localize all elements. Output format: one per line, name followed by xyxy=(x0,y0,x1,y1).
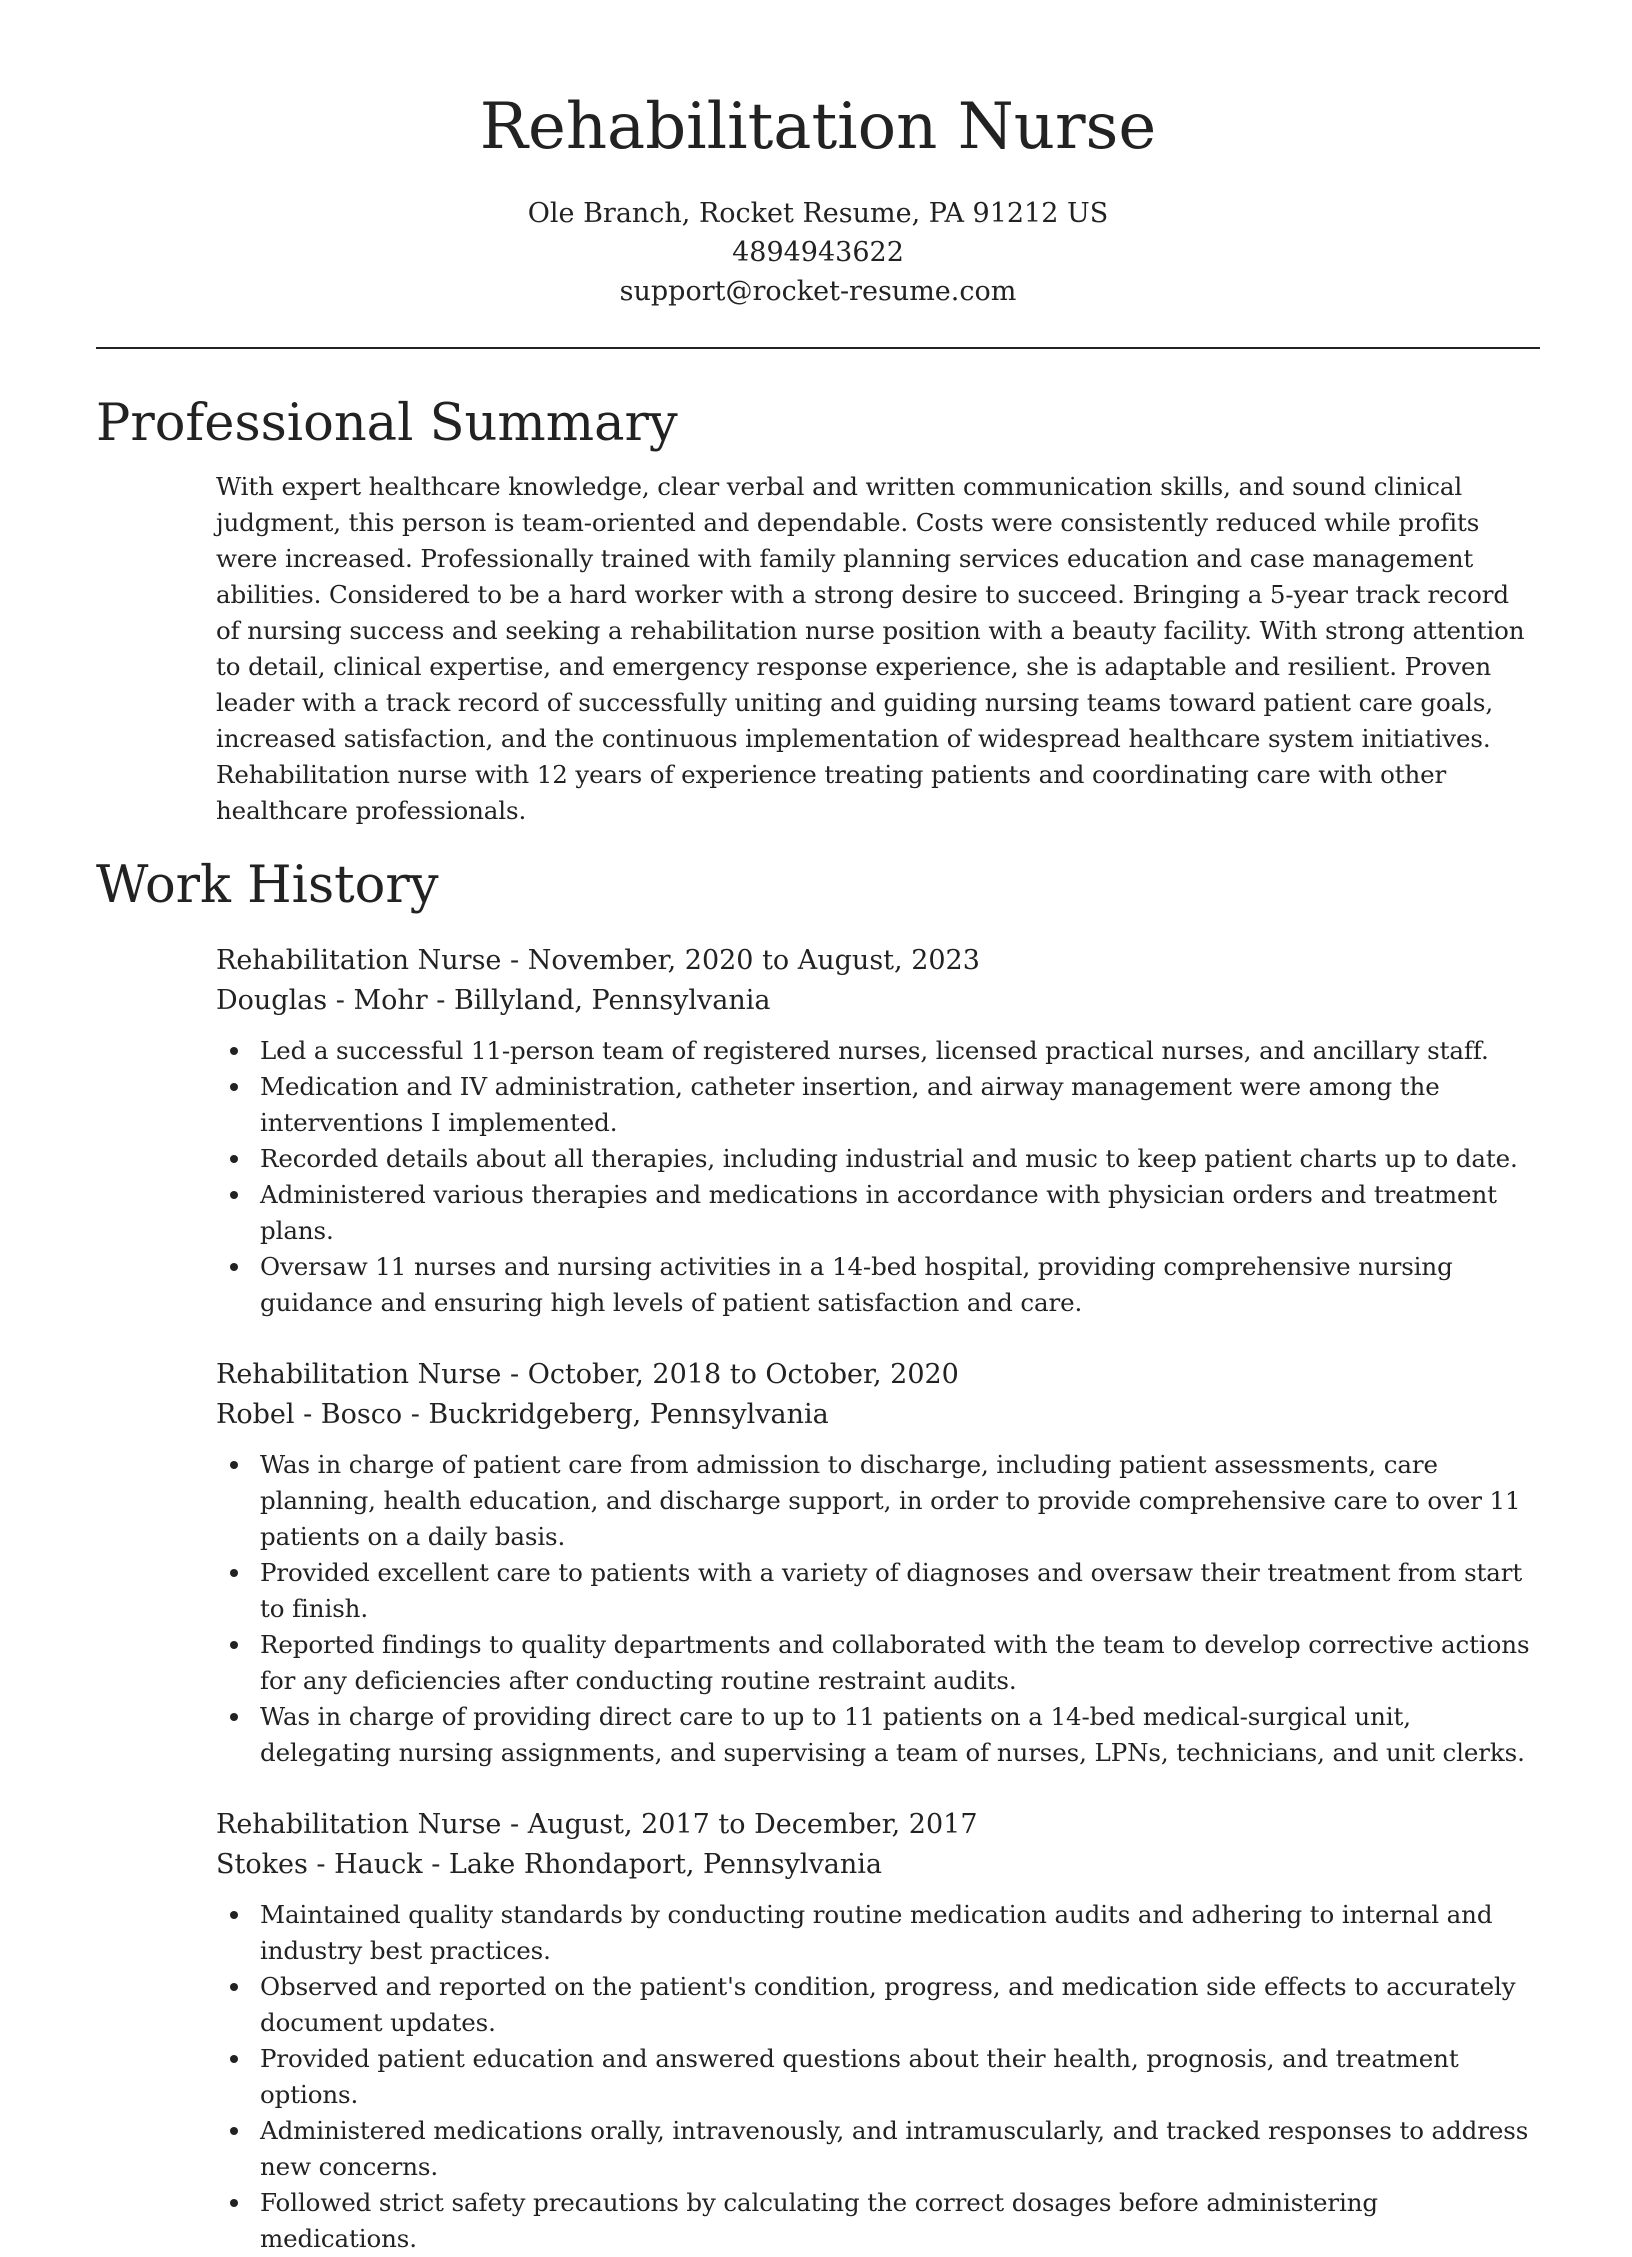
job-title-line xyxy=(216,1805,1540,1845)
job-dates: - November, 2020 to August, 2023 xyxy=(501,945,980,976)
bullet-icon xyxy=(230,1263,238,1271)
contact-email: support@rocket-resume.com xyxy=(619,276,1017,307)
job-bullet: Was in charge of providing direct care to up to 11 patients on a 14-bed medical-surgical unit, delegating nursing assignments, and supervising a team of nurses, LPNs, technicians, and unit clerks. xyxy=(216,1699,1540,1771)
job-entry xyxy=(216,941,1540,1321)
job-bullet: Provided patient education and answered questions about their health, prognosis, and treatment options. xyxy=(216,2041,1540,2113)
job-bullet: Observed and reported on the patient's condition, progress, and medication side effects to accurately document updates. xyxy=(216,1969,1540,2041)
summary-section xyxy=(216,469,1540,829)
bullet-icon xyxy=(230,1155,238,1163)
job-title-line xyxy=(216,941,1540,981)
job-bullet: Administered medications orally, intravenously, and intramuscularly, and tracked responses to address new concerns. xyxy=(216,2113,1540,2185)
bullet-icon xyxy=(230,1569,238,1577)
job-bullet: Led a successful 11-person team of registered nurses, licensed practical nurses, and ancillary staff. xyxy=(216,1033,1540,1069)
bullet-icon xyxy=(230,1713,238,1721)
job-role: Rehabilitation Nurse xyxy=(216,945,502,976)
job-bullet: Provided excellent care to patients with a variety of diagnoses and oversaw their treatment from start to finish. xyxy=(216,1555,1540,1627)
job-role: Rehabilitation Nurse xyxy=(216,1359,502,1390)
summary-heading: Professional Summary xyxy=(96,394,678,453)
job-entry xyxy=(216,1355,1540,1771)
job-bullets xyxy=(216,1447,1540,1771)
job-role: Rehabilitation Nurse xyxy=(216,1809,502,1840)
bullet-icon xyxy=(230,2055,238,2063)
bullet-icon xyxy=(230,2199,238,2207)
work-history-section xyxy=(216,941,1540,2257)
resume-name: Rehabilitation Nurse xyxy=(479,90,1157,164)
job-dates: - August, 2017 to December, 2017 xyxy=(501,1809,978,1840)
bullet-icon xyxy=(230,1641,238,1649)
work-history-heading: Work History xyxy=(96,856,439,915)
bullet-icon xyxy=(230,1083,238,1091)
job-bullet: Followed strict safety precautions by calculating the correct dosages before administering medications. xyxy=(216,2185,1540,2257)
job-title-line xyxy=(216,1355,1540,1395)
job-company: Robel - Bosco xyxy=(216,1399,403,1430)
resume-page xyxy=(96,0,1540,2257)
job-company-line xyxy=(216,981,1540,1021)
job-location: - Billyland, Pennsylvania xyxy=(427,985,771,1016)
job-bullet: Reported findings to quality departments and collaborated with the team to develop corrective actions for any deficiencies after conducting routine restraint audits. xyxy=(216,1627,1540,1699)
contact-phone: 4894943622 xyxy=(732,237,904,268)
resume-header xyxy=(96,0,1540,311)
job-location: - Buckridgeberg, Pennsylvania xyxy=(402,1399,829,1430)
job-location: - Lake Rhondaport, Pennsylvania xyxy=(422,1849,882,1880)
bullet-icon xyxy=(230,2127,238,2135)
bullet-icon xyxy=(230,1983,238,1991)
contact-block xyxy=(96,194,1540,311)
job-bullet: Oversaw 11 nurses and nursing activities in a 14-bed hospital, providing comprehensive nursing guidance and ensuring high levels of patient satisfaction and care. xyxy=(216,1249,1540,1321)
job-bullets xyxy=(216,1897,1540,2257)
job-bullet: Administered various therapies and medications in accordance with physician orders and treatment plans. xyxy=(216,1177,1540,1249)
bullet-icon xyxy=(230,1911,238,1919)
job-bullet: Was in charge of patient care from admission to discharge, including patient assessments, care planning, health education, and discharge support, in order to provide comprehensive care to over 11 patients on a daily basis. xyxy=(216,1447,1540,1555)
job-company: Douglas - Mohr xyxy=(216,985,428,1016)
job-bullet: Medication and IV administration, catheter insertion, and airway management were among the interventions I implemented. xyxy=(216,1069,1540,1141)
bullet-icon xyxy=(230,1191,238,1199)
contact-address: Ole Branch, Rocket Resume, PA 91212 US xyxy=(527,198,1109,229)
job-bullets xyxy=(216,1033,1540,1321)
job-entry xyxy=(216,1805,1540,2257)
job-dates: - October, 2018 to October, 2020 xyxy=(501,1359,959,1390)
bullet-icon xyxy=(230,1461,238,1469)
job-bullet: Recorded details about all therapies, including industrial and music to keep patient charts up to date. xyxy=(216,1141,1540,1177)
summary-text: With expert healthcare knowledge, clear verbal and written communication skills, and sound clinical judgment, this person is team-oriented and dependable. Costs were consistently reduced while profits were increased. Professionally trained with family planning services education and case management abilities. Considered to be a hard worker with a strong desire to succeed. Bringing a 5-year track record of nursing success and seeking a rehabilitation nurse position with a beauty facility. With strong attention to detail, clinical expertise, and emergency response experience, she is adaptable and resilient. Proven leader with a track record of successfully uniting and guiding nursing teams toward patient care goals, increased satisfaction, and the continuous implementation of widespread healthcare system initiatives. Rehabilitation nurse with 12 years of experience treating patients and coordinating care with other healthcare professionals. xyxy=(216,472,1525,825)
job-bullet: Maintained quality standards by conducting routine medication audits and adhering to internal and industry best practices. xyxy=(216,1897,1540,1969)
job-company-line xyxy=(216,1395,1540,1435)
job-company: Stokes - Hauck xyxy=(216,1849,423,1880)
bullet-icon xyxy=(230,1047,238,1055)
header-divider xyxy=(96,347,1540,349)
job-company-line xyxy=(216,1845,1540,1885)
